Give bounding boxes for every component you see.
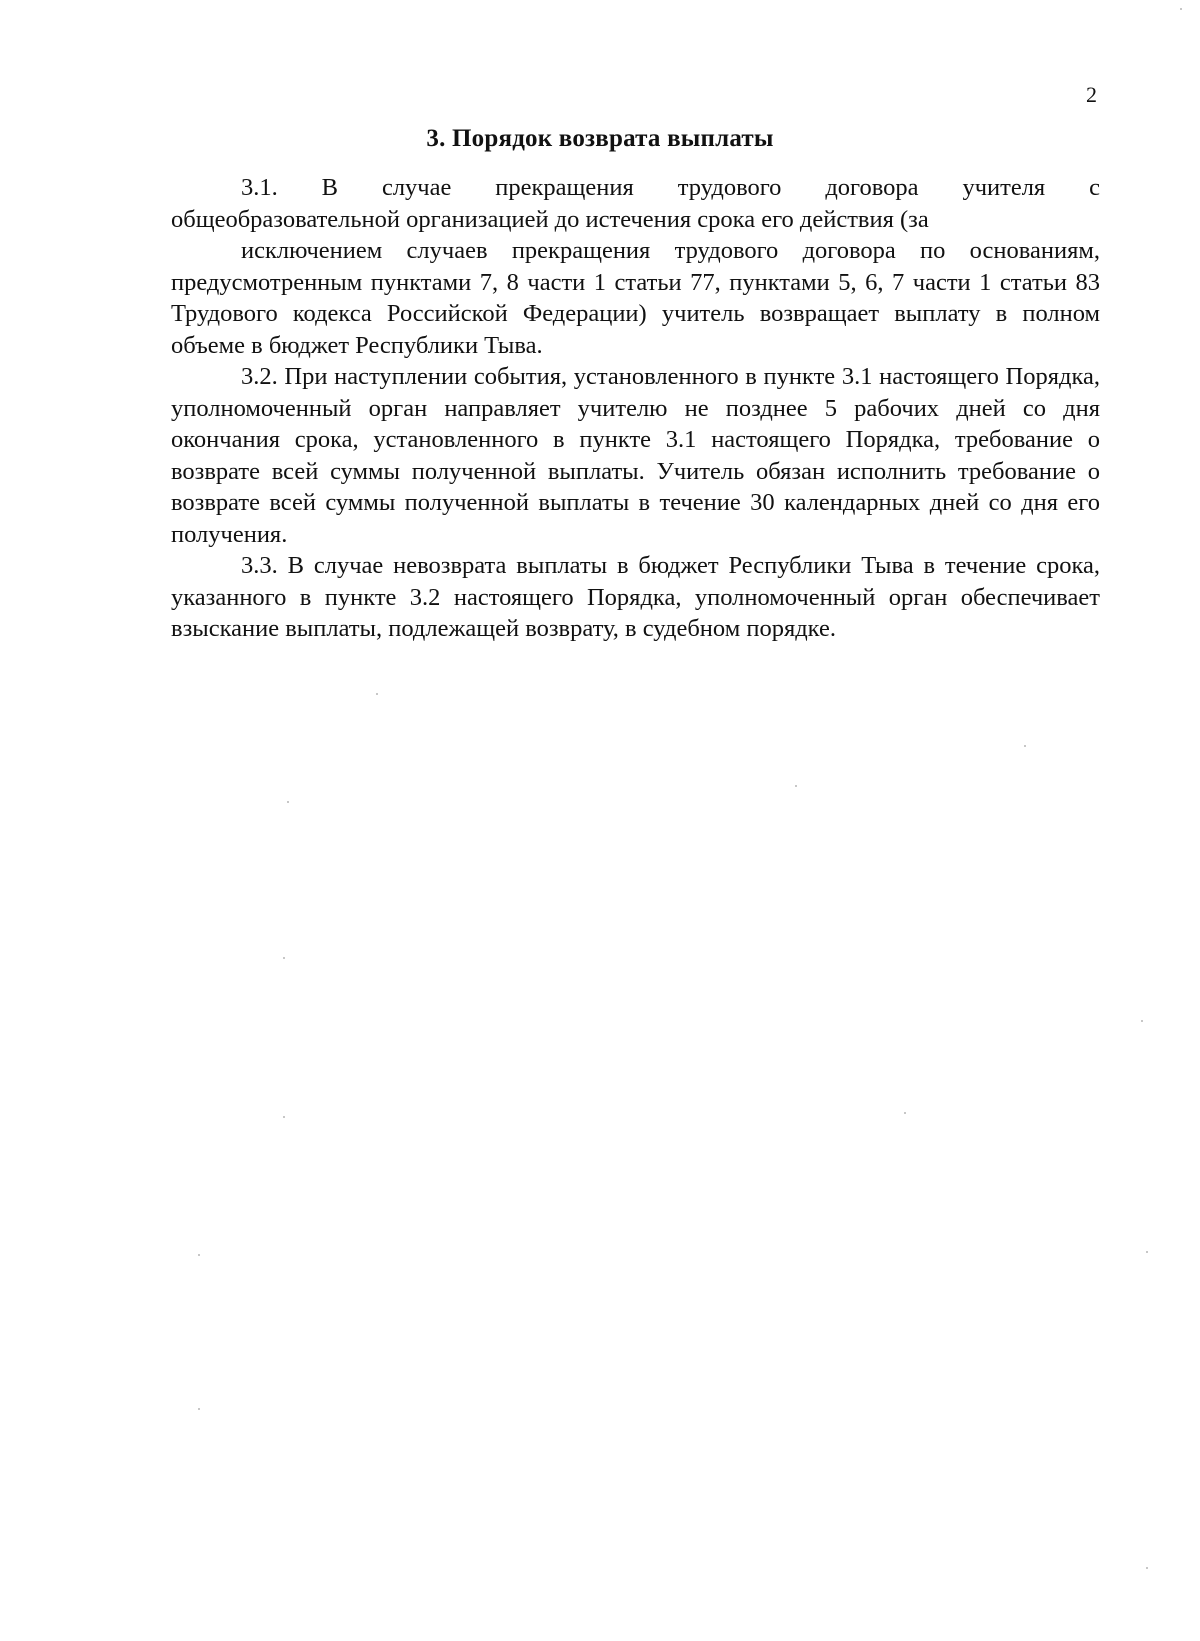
scan-speck — [1141, 1020, 1143, 1022]
scan-speck — [376, 693, 378, 695]
paragraph-3-1-first-line: 3.1. В случае прекращения трудового договора учителя с — [241, 174, 1100, 201]
scan-speck — [198, 1254, 200, 1256]
scan-speck — [904, 1112, 906, 1114]
scan-speck — [283, 957, 285, 959]
paragraph-3-1-second-line: общеобразовательной организацией до истечения срока его действия (за — [171, 205, 929, 233]
paragraph-3-2: 3.2. При наступлении события, установленного в пункте 3.1 настоящего Порядка, уполномоченный орган направляет учителю не позднее 5 рабочих дней со дня окончания срока, установленного в пункте 3.1 настоящего Порядка, требование о возврате всей суммы полученной выплаты. Учитель обязан исполнить требование о возврате всей суммы полученной выплаты в течение 30 календарных дней со дня его получения. — [171, 363, 1100, 548]
section-title: 3. Порядок возврата выплаты — [426, 125, 774, 152]
scan-speck — [1146, 1251, 1148, 1253]
scan-speck — [795, 785, 797, 787]
scan-speck — [1146, 1567, 1148, 1569]
scan-speck — [1024, 745, 1026, 747]
scan-speck — [1180, 8, 1182, 10]
scan-speck — [198, 1408, 200, 1410]
scan-speck — [287, 801, 289, 803]
page-number: 2 — [1086, 82, 1097, 107]
paragraph-3-3: 3.3. В случае невозврата выплаты в бюджет Республики Тыва в течение срока, указанного в пункте 3.2 настоящего Порядка, уполномоченный орган обеспечивает взыскание выплаты, подлежащей возврату, в судебном порядке. — [171, 552, 1100, 642]
document-body — [171, 172, 1100, 645]
paragraph-3-1-continuation: исключением случаев прекращения трудового договора по основаниям, предусмотренным пунктами 7, 8 части 1 статьи 77, пунктами 5, 6, 7 части 1 статьи 83 Трудового кодекса Российской Федерации) учитель возвращает выплату в полном объеме в бюджет Республики Тыва. — [171, 237, 1100, 359]
scan-speck — [283, 1116, 285, 1118]
